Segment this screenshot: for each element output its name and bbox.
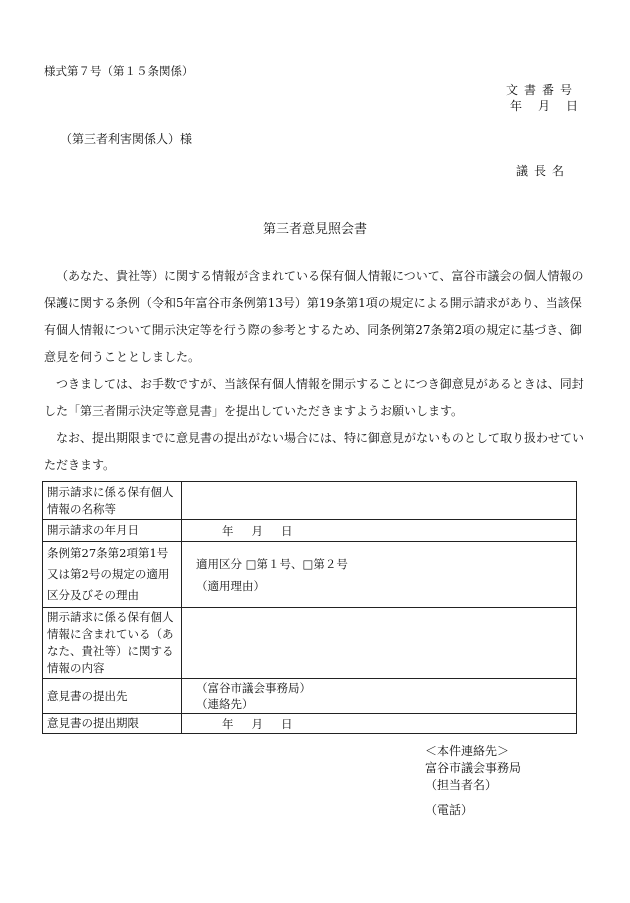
table-row (43, 520, 577, 542)
document-title: 第三者意見照会書 (262, 222, 367, 237)
month-label: 月 (537, 99, 550, 113)
year-label: 年 (509, 99, 522, 113)
submission-destination-label: 意見書の提出先 (43, 679, 182, 714)
table-row (43, 714, 577, 734)
request-info-table (42, 481, 577, 734)
applicable-category-label: 条例第27条第2項第1号又は第2号の規定の適用区分及びその理由 (43, 542, 182, 608)
category-options: 適用区分 □第１号、□第２号 (196, 556, 348, 571)
year-label: 年 (222, 716, 234, 731)
document-number-label: 文書番号 (505, 83, 578, 97)
day-label: 日 (281, 716, 293, 731)
paragraph-3: なお、提出期限までに意見書の提出がない場合には、特に御意見がないものとして取り扱わせていただきます。 (44, 431, 585, 472)
addressee: （第三者利害関係人）様 (60, 132, 193, 146)
table-row (43, 542, 577, 608)
submission-destination-value (182, 679, 577, 714)
info-content-label: 開示請求に係る保有個人情報に含まれている（あなた、貴社等）に関する情報の内容 (43, 608, 182, 679)
contact-block (425, 743, 521, 819)
year-label: 年 (222, 523, 234, 538)
document-date (494, 97, 578, 114)
contact-phone: （電話） (425, 803, 474, 817)
request-date-value (182, 520, 577, 542)
request-date-label: 開示請求の年月日 (43, 520, 182, 542)
info-name-label: 開示請求に係る保有個人情報の名称等 (43, 482, 182, 520)
body-text (44, 263, 584, 479)
paragraph-1: （あなた、貴社等）に関する情報が含まれている保有個人情報について、富谷市議会の個人情報の保護に関する条例（令和5年富谷市条例第13号）第19条第1項の規定による開示請求があり、当該保有個人情報について開示決定等を行う際の参考とするため、同条例第27条第2項の規定に基づき、御意見を伺うこととしました。 (44, 269, 584, 364)
submission-deadline-label: 意見書の提出期限 (43, 714, 182, 734)
contact-heading: ＜本件連絡先＞ (425, 744, 510, 758)
info-name-value (182, 482, 577, 520)
paragraph-2: つきましては、お手数ですが、当該保有個人情報を開示することにつき御意見があるときは、同封した「第三者開示決定等意見書」を提出していただきますようお願いします。 (44, 377, 584, 418)
info-content-value (182, 608, 577, 679)
submission-deadline-value (182, 714, 577, 734)
destination-contact: （連絡先） (196, 697, 254, 711)
applicable-category-value (182, 542, 577, 608)
table-row (43, 482, 577, 520)
chair-name: 議長名 (515, 164, 570, 178)
table-row (43, 679, 577, 714)
contact-office: 富谷市議会事務局 (425, 761, 522, 775)
day-label: 日 (565, 99, 578, 113)
form-number: 様式第７号（第１５条関係） (44, 64, 194, 78)
table-row (43, 608, 577, 679)
day-label: 日 (281, 523, 293, 538)
category-reason: （適用理由） (196, 578, 265, 593)
destination-office: （富谷市議会事務局） (196, 681, 311, 695)
month-label: 月 (251, 716, 263, 731)
contact-person: （担当者名） (425, 778, 498, 792)
month-label: 月 (251, 523, 263, 538)
